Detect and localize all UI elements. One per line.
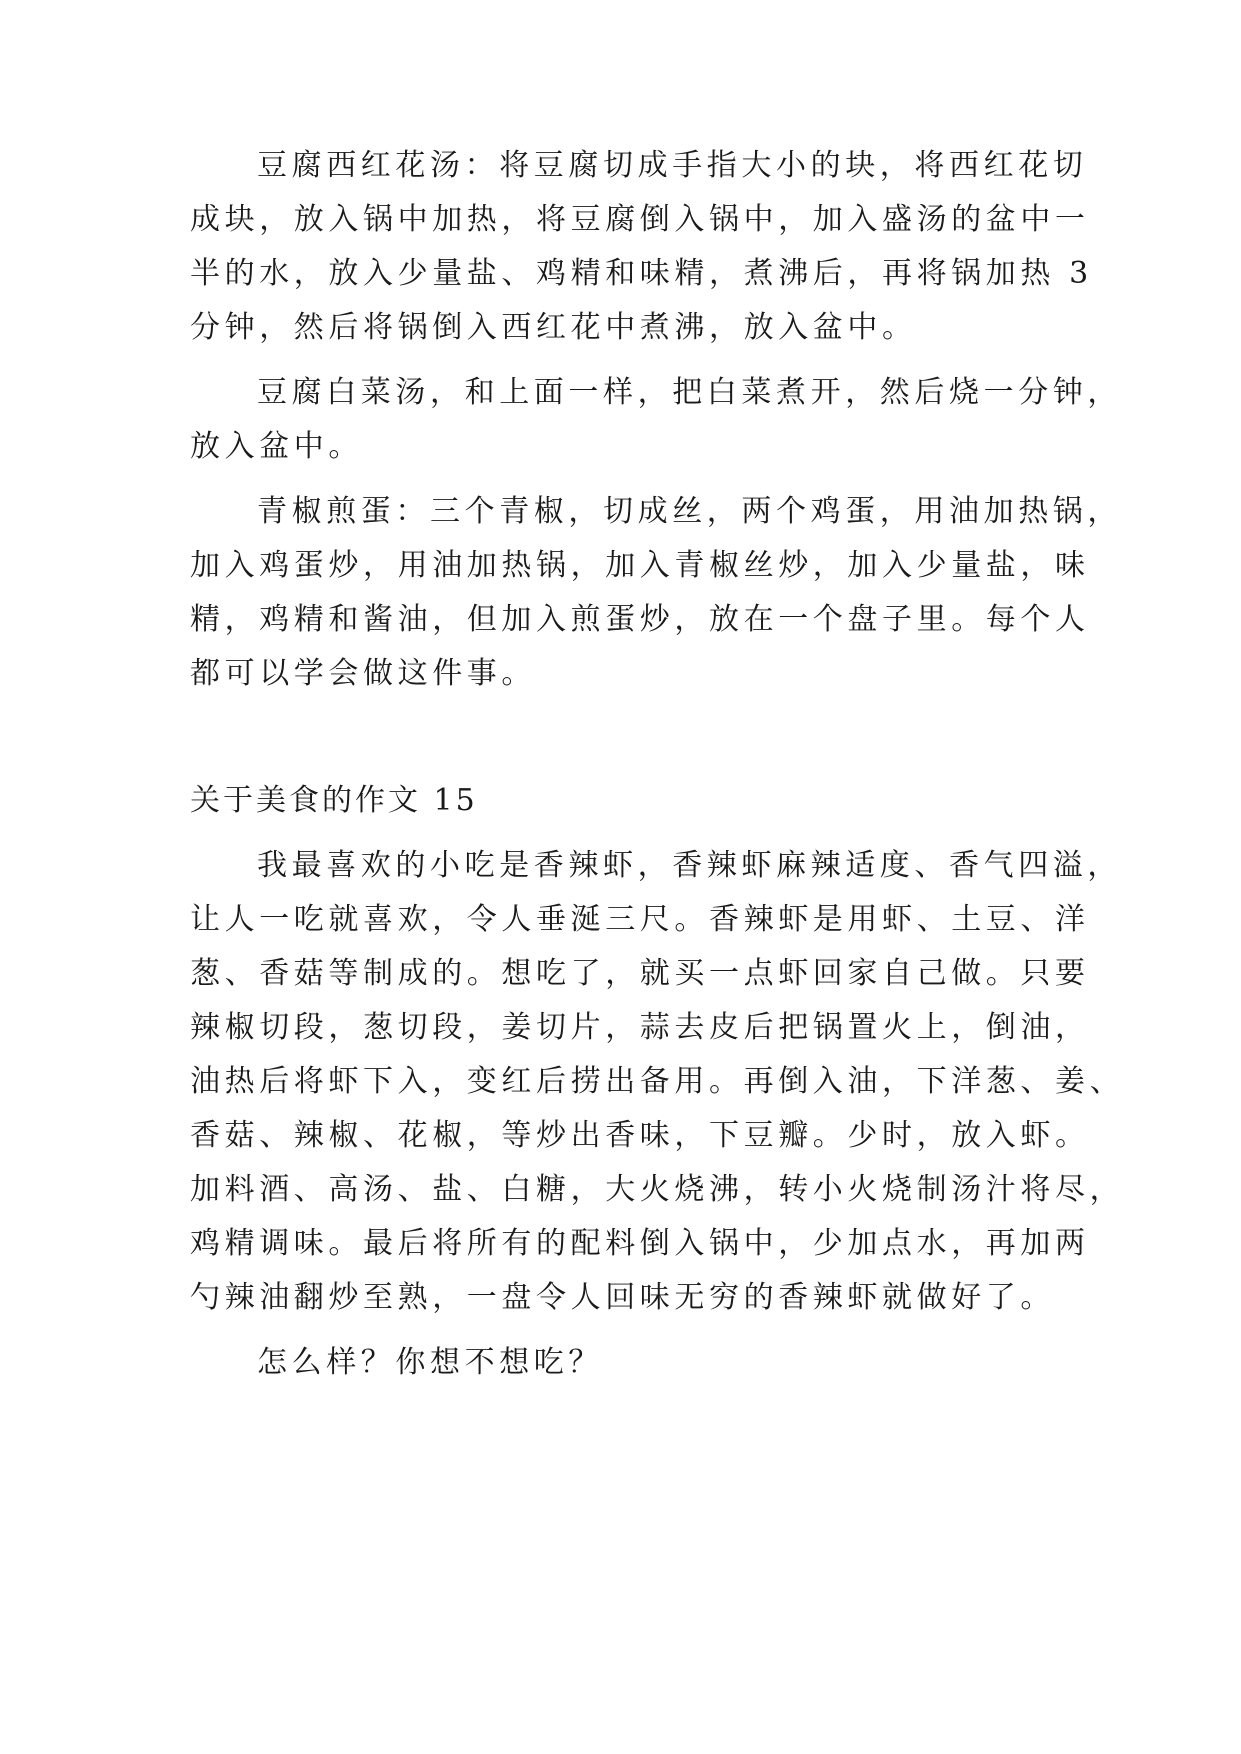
paragraph-4-line-7: 加料酒、高汤、盐、白糖，大火烧沸，转小火烧制汤汁将尽， [190,1172,1125,1207]
paragraph-4-line-3: 葱、香菇等制成的。想吃了，就买一点虾回家自己做。只要 [190,956,1090,991]
paragraph-4-line-4: 辣椒切段，葱切段，姜切片，蒜去皮后把锅置火上，倒油， [190,1010,1090,1045]
paragraph-3-line-3: 精，鸡精和酱油，但加入煎蛋炒，放在一个盘子里。每个人 [190,602,1090,637]
paragraph-3-line-4: 都可以学会做这件事。 [190,656,536,691]
paragraph-4-line-8: 鸡精调味。最后将所有的配料倒入锅中，少加点水，再加两 [190,1226,1090,1261]
paragraph-4-line-2: 让人一吃就喜欢，令人垂涎三尺。香辣虾是用虾、土豆、洋 [190,902,1090,937]
paragraph-1-line-3: 半的水，放入少量盐、鸡精和味精，煮沸后，再将锅加热 3 [190,256,1093,291]
paragraph-4-line-6: 香菇、辣椒、花椒，等炒出香味，下豆瓣。少时，放入虾。 [190,1118,1090,1153]
paragraph-3-line-1: 青椒煎蛋：三个青椒，切成丝，两个鸡蛋，用油加热锅， [257,494,1122,529]
paragraph-4-line-5: 油热后将虾下入，变红后捞出备用。再倒入油，下洋葱、姜、 [190,1064,1125,1099]
paragraph-1-line-1: 豆腐西红花汤：将豆腐切成手指大小的块，将西红花切 [257,148,1088,183]
section-title: 关于美食的作文 15 [190,783,478,818]
paragraph-1-line-4: 分钟，然后将锅倒入西红花中煮沸，放入盆中。 [190,310,917,345]
paragraph-2-line-1: 豆腐白菜汤，和上面一样，把白菜煮开，然后烧一分钟， [257,375,1122,410]
paragraph-2-line-2: 放入盆中。 [190,429,363,464]
paragraph-1-line-2: 成块，放入锅中加热，将豆腐倒入锅中，加入盛汤的盆中一 [190,202,1090,237]
paragraph-3-line-2: 加入鸡蛋炒，用油加热锅，加入青椒丝炒，加入少量盐，味 [190,548,1090,583]
paragraph-5-line-1: 怎么样？你想不想吃？ [257,1345,603,1380]
paragraph-4-line-9: 勺辣油翻炒至熟，一盘令人回味无穷的香辣虾就做好了。 [190,1280,1055,1315]
paragraph-4-line-1: 我最喜欢的小吃是香辣虾，香辣虾麻辣适度、香气四溢， [257,848,1122,883]
